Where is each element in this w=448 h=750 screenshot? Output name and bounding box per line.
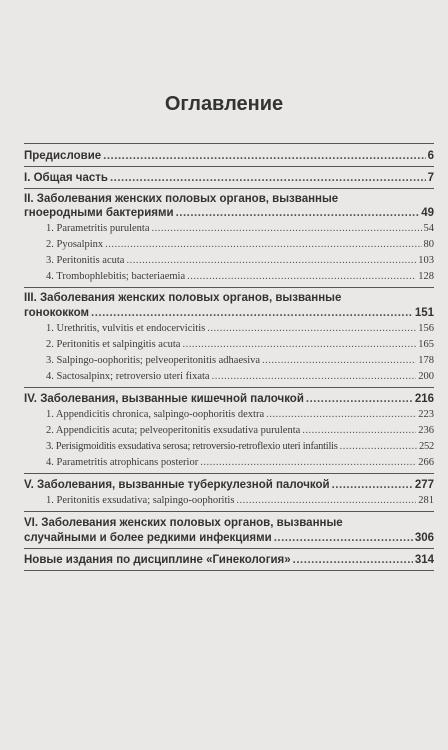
toc-subentry[interactable]: 4. Sactosalpinx; retroversio uteri fixata ..... 200 <box>46 370 434 384</box>
toc-entry-preface[interactable]: Предисловие ..... 6 <box>24 149 434 163</box>
toc-subentry[interactable]: 3. Perisigmoiditis exsudativa serosa; retroversio-retroflexio uteri infantilis ..... 252 <box>46 440 434 454</box>
top-rule <box>24 143 434 144</box>
toc-subentry[interactable]: 1. Urethritis, vulvitis et endocervicitis ..... 156 <box>46 322 434 336</box>
toc-entry-part-1[interactable]: I. Общая часть ..... 7 <box>24 171 434 185</box>
toc-entry-section-6[interactable]: случайными и более редкими инфекциями ..... 306 <box>24 531 434 545</box>
bottom-rule <box>24 570 434 571</box>
section-rule <box>24 188 434 189</box>
toc-subentry[interactable]: 3. Salpingo-oophoritis; pelveoperitonitis adhaesiva ..... 178 <box>46 354 434 368</box>
toc-entry-section-5[interactable]: V. Заболевания, вызванные туберкулезной палочкой ..... 277 <box>24 478 434 492</box>
section-rule <box>24 511 434 512</box>
toc-subentry[interactable]: 2. Peritonitis et salpingitis acuta ..... 165 <box>46 338 434 352</box>
page-title: Оглавление <box>164 93 284 115</box>
section-rule <box>24 473 434 474</box>
toc-subentry[interactable]: 1. Parametritis purulenta ..... 54 <box>46 222 434 236</box>
toc-entry-new-editions[interactable]: Новые издания по дисциплине «Гинекология» ..... 314 <box>24 553 434 567</box>
toc-entry-section-2-line1[interactable]: II. Заболевания женских половых органов, вызванные <box>24 193 339 205</box>
toc-entry-section-3[interactable]: гонококком ..... 151 <box>24 306 434 320</box>
section-rule <box>24 287 434 288</box>
toc-subentry[interactable]: 2. Appendicitis acuta; pelveoperitonitis exsudativa purulenta ..... 236 <box>46 424 434 438</box>
toc-subentry[interactable]: 2. Pyosalpinx ..... 80 <box>46 238 434 252</box>
toc-entry-section-4[interactable]: IV. Заболевания, вызванные кишечной палочкой ..... 216 <box>24 392 434 406</box>
toc-entry-section-6-line1[interactable]: VI. Заболевания женских половых органов, вызванные <box>24 517 343 529</box>
section-rule <box>24 166 434 167</box>
toc-entry-section-3-line1[interactable]: III. Заболевания женских половых органов, вызванные <box>24 292 342 304</box>
toc-subentry[interactable]: 1. Appendicitis chronica, salpingo-oophoritis dextra ..... 223 <box>46 408 434 422</box>
section-rule <box>24 387 434 388</box>
toc-subentry[interactable]: 4. Tromboрhlebitis; bacteriaemia ..... 128 <box>46 270 434 284</box>
toc-entry-section-2[interactable]: гноеродными бактериями ..... 49 <box>24 206 434 220</box>
section-rule <box>24 548 434 549</box>
toc-subentry[interactable]: 3. Peritonitis acuta ..... 103 <box>46 254 434 268</box>
toc-subentry[interactable]: 1. Peritonitis exsudativa; salpingo-oophoritis ..... 281 <box>46 494 434 508</box>
toc-subentry[interactable]: 4. Parametritis atrophicans posterior ..... 266 <box>46 456 434 470</box>
